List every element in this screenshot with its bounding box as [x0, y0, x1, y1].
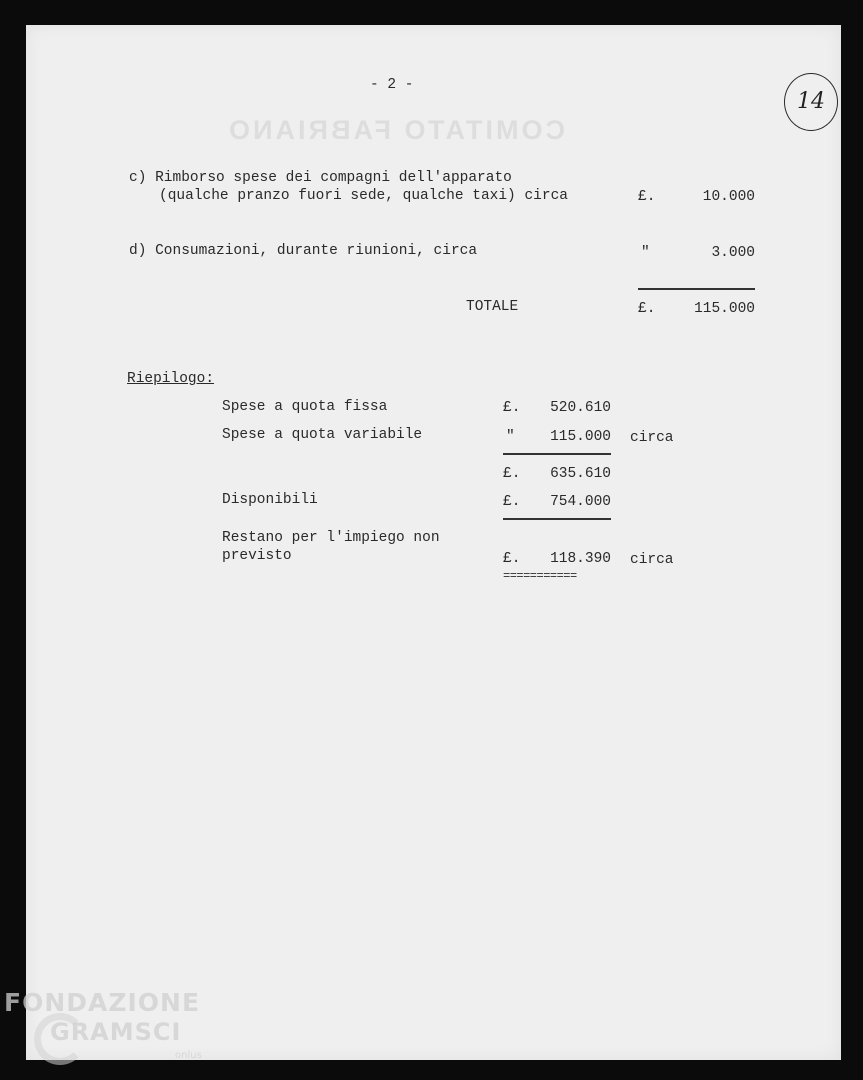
- folio-number: 14: [797, 89, 825, 114]
- page-number: - 2 -: [370, 77, 414, 93]
- bleed-through-text: COMITATO FABRIANO: [226, 115, 565, 145]
- summary-row-label: Spese a quota variabile: [222, 427, 423, 443]
- summary-row-currency: £.: [503, 466, 521, 482]
- summary-row-label: Spese a quota fissa: [222, 399, 388, 415]
- summary-row-amount: 635.610: [550, 466, 611, 482]
- summary-row-currency: £.: [503, 400, 521, 416]
- available-rule: [503, 518, 611, 520]
- item-d-amount: 3.000: [711, 245, 755, 261]
- summary-row-currency: £.: [503, 494, 521, 510]
- remainder-double-rule: ===========: [503, 569, 577, 583]
- total-rule: [638, 288, 755, 290]
- summary-row-amount: 520.610: [550, 400, 611, 416]
- item-d-line1: d) Consumazioni, durante riunioni, circa: [129, 243, 478, 259]
- summary-row-note: circa: [630, 430, 674, 446]
- subtotal-rule: [503, 453, 611, 455]
- remainder-currency: £.: [503, 551, 521, 567]
- watermark-suffix: onlus: [175, 1050, 202, 1061]
- total-label: TOTALE: [466, 299, 519, 315]
- summary-row-currency: ": [506, 429, 515, 445]
- item-d-currency: ": [641, 245, 650, 261]
- remainder-label-line2: previsto: [222, 548, 292, 564]
- item-c-line2: (qualche pranzo fuori sede, qualche taxi) circa: [159, 188, 568, 204]
- watermark-line2: GRAMSCI: [50, 1018, 182, 1046]
- summary-title: Riepilogo:: [127, 371, 215, 387]
- remainder-amount: 118.390: [550, 551, 611, 567]
- item-c-currency: £.: [638, 189, 656, 205]
- summary-row-label: Disponibili: [222, 492, 318, 508]
- remainder-label-line1: Restano per l'impiego non: [222, 530, 440, 546]
- summary-row-amount: 754.000: [550, 494, 611, 510]
- watermark-line1: FONDAZIONE: [4, 988, 201, 1017]
- item-c-line1: c) Rimborso spese dei compagni dell'apparato: [129, 170, 512, 186]
- remainder-note: circa: [630, 552, 674, 568]
- folio-stamp: [784, 73, 838, 131]
- document-page: [26, 25, 841, 1060]
- item-c-amount: 10.000: [702, 189, 755, 205]
- total-currency: £.: [638, 301, 656, 317]
- total-amount: 115.000: [694, 301, 755, 317]
- summary-row-amount: 115.000: [550, 429, 611, 445]
